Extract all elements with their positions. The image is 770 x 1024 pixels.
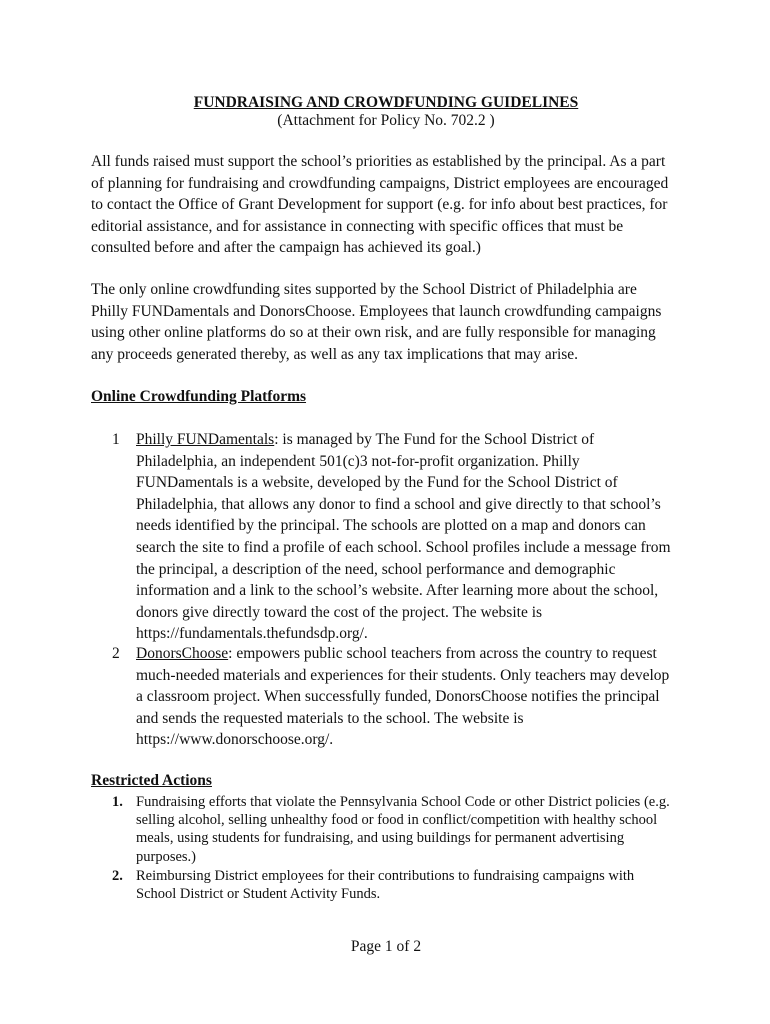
page-number: Page 1 of 2: [350, 938, 422, 955]
platform-text: : empowers public school teachers from across the country to request much-needed materials and experiences for their students. Only teachers may develop a classroom project. When successfully funded, DonorsChoose notifies the principal and sends the requested materials to the school. The website is https://www.donorschoose.org/.: [136, 645, 670, 749]
platform-name: Philly FUNDamentals: [136, 431, 275, 448]
list-number: 1: [112, 431, 120, 448]
platform-description: [136, 643, 676, 751]
platforms-paragraph: The only online crowdfunding sites supported by the School District of Philadelphia are Philly FUNDamentals and DonorsChoose. Employees that launch crowdfunding campaigns using other online platforms do so at their own risk, and are fully responsible for managing any proceeds generated thereby, as well as any tax implications that may arise.: [91, 281, 662, 363]
intro-paragraph: All funds raised must support the school’s priorities as established by the principal. As a part of planning for fundraising and crowdfunding campaigns, District employees are encouraged to contact the Office of Grant Development for support (e.g. for info about best practices, for editorial assistance, and for assistance in connecting with specific offices that must be consulted before and after the campaign has achieved its goal.): [91, 153, 669, 257]
restricted-text: Fundraising efforts that violate the Pennsylvania School Code or other District policies (e.g. selling alcohol, selling unhealthy food or food in conflict/competition with healthy school meals, using students for fundraising, and using buildings for permanent advertising purposes.): [136, 794, 670, 865]
list-number: 2.: [112, 868, 123, 884]
platform-description: [136, 429, 676, 645]
restricted-text: Reimbursing District employees for their contributions to fundraising campaigns with School District or Student Activity Funds.: [136, 868, 635, 903]
list-number: 2: [112, 645, 120, 662]
platform-name: DonorsChoose: [136, 645, 229, 662]
restricted-heading: Restricted Actions: [91, 772, 212, 789]
list-number: 1.: [112, 794, 123, 810]
platform-text: : is managed by The Fund for the School District of Philadelphia, an independent 501(c)3 not-for-profit organization. Philly FUNDamentals is a website, developed by the Fund for the School District of Philadelphia, that allows any donor to find a school and give directly to that school’s needs identified by the principal. The schools are plotted on a map and donors can search the site to find a profile of each school. School profiles include a message from the principal, a description of the need, school performance and demographic information and a link to the school’s website. After learning more about the school, donors give directly toward the cost of the project. The website is https://fundamentals.thefundsdp.org/.: [136, 431, 671, 643]
document-page: [91, 0, 681, 1024]
document-subtitle: (Attachment for Policy No. 702.2 ): [277, 112, 495, 129]
platforms-heading: Online Crowdfunding Platforms: [91, 388, 307, 405]
document-title: FUNDRAISING AND CROWDFUNDING GUIDELINES: [193, 94, 579, 111]
